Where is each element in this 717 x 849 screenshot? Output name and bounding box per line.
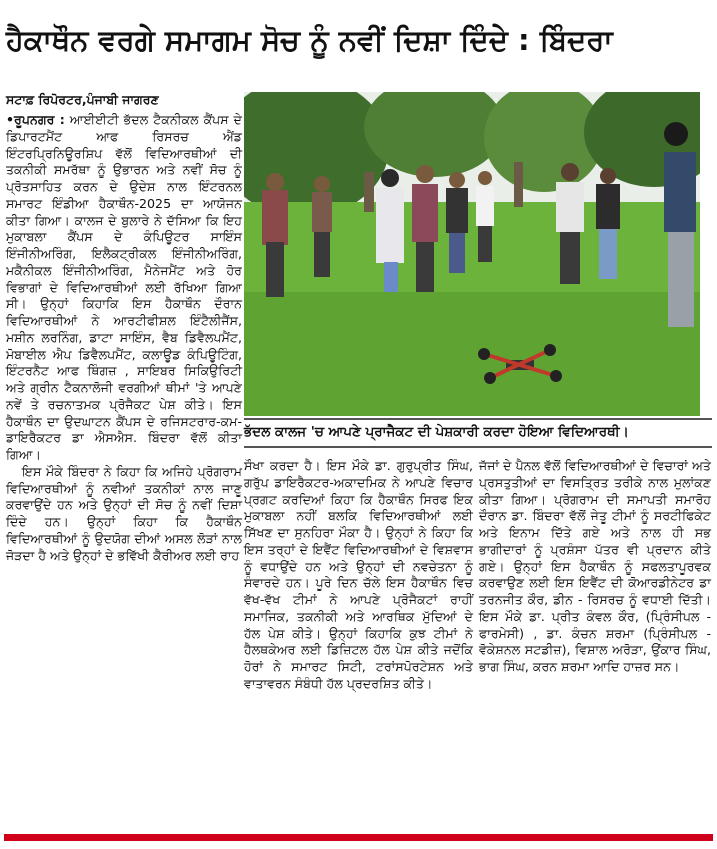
headline: ਹੈਕਾਥੌਨ ਵਰਗੇ ਸਮਾਗਮ ਸੋਚ ਨੂੰ ਨਵੀਂ ਦਿਸ਼ਾ ਦਿੰਦੇ : ਬਿੰਦਰਾ (6, 23, 613, 57)
dateline: •ਰੂਪਨਗਰ : (6, 112, 65, 127)
article-paragraph: ਜੱਜਾਂ ਦੇ ਪੈਨਲ ਵੱਲੋਂ ਵਿਦਿਆਰਥੀਆਂ ਦੇ ਵਿਚਾਰਾਂ ਅਤੇ ਪ੍ਰਸਤੁਤੀਆਂ ਦਾ ਵਿਸਤ੍ਰਿਤ ਤਰੀਕੇ ਨਾਲ ਮੁਲਾਂਕਣ ਕੀਤਾ ਗਿਆ। ਪ੍ਰੋਗਰਾਮ ਦੀ ਸਮਾਪਤੀ ਸਮਾਰੋਹ ਦੌਰਾਨ ਡਾ. ਬਿੰਦਰਾ ਵੱਲੋਂ ਜੇਤੂ ਟੀਮਾਂ ਨੂੰ ਸਰਟੀਫਿਕੇਟ ਅਤੇ ਇਨਾਮ ਦਿੱਤੇ ਗਏ ਅਤੇ ਨਾਲ ਹੀ ਸਭ ਭਾਗੀਦਾਰਾਂ ਨੂੰ ਪ੍ਰਸ਼ੰਸਾ ਪੱਤਰ ਵੀ ਪ੍ਰਦਾਨ ਕੀਤੇ ਗਏ। ਉਨ੍ਹਾਂ ਇਸ ਹੈਕਾਥੌਨ ਨੂੰ ਸਫਲਤਾਪੂਰਵਕ ਕਰਵਾਉਣ ਲਈ ਇਸ ਇਵੈਂਟ ਦੀ ਕੋਆਰਡੀਨੇਟਰ ਡਾ ਤਰਨਜੀਤ ਕੌਰ, ਡੀਨ - ਰਿਸਰਚ ਨੂੰ ਵਧਾਈ ਦਿੱਤੀ। ਇਸ ਮੌਕੇ ਡਾ. ਪ੍ਰੀਤ ਕੰਵਲ ਕੌਰ, (ਪ੍ਰਿੰਸੀਪਲ - ਫਾਰਮੇਸੀ) , ਡਾ. ਕੰਚਨ ਸ਼ਰਮਾ (ਪ੍ਰਿੰਸੀਪਲ - ਵੋਕੇਸ਼ਨਲ ਸਟਡੀਜ਼), ਵਿਸ਼ਾਲ ਅਰੋੜਾ, ਉਂਕਾਰ ਸਿੰਘ, ਭਾਗ ਸਿੰਘ, ਕਰਨ ਸ਼ਰਮਾ ਆਦਿ ਹਾਜ਼ਰ ਸਨ। (479, 458, 711, 674)
article-paragraph: ਸੌਖਾ ਕਰਦਾ ਹੈ। ਇਸ ਮੌਕੇ ਡਾ. ਗੁਰੁਪ੍ਰੀਤ ਸਿੰਘ, ਗਰੁੱਪ ਡਾਇਰੈਕਟਰ-ਅਕਾਦਮਿਕ ਨੇ ਆਪਣੇ ਵਿਚਾਰ ਪ੍ਰਗਟ ਕਰਦਿਆਂ ਕਿਹਾ ਕਿ ਹੈਕਾਥੌਨ ਸਿਰਫ ਇਕ ਮੁਕਾਬਲਾ ਨਹੀਂ ਬਲਕਿ ਵਿਦਿਆਰਥੀਆਂ ਲਈ ਸਿੱਖਣ ਦਾ ਸੁਨਹਿਰਾ ਮੌਕਾ ਹੈ। ਉਨ੍ਹਾਂ ਨੇ ਕਿਹਾ ਕਿ ਇਸ ਤਰ੍ਹਾਂ ਦੇ ਇਵੈਂਟ ਵਿਦਿਆਰਥੀਆਂ ਦੇ ਵਿਸ਼ਵਾਸ ਨੂੰ ਵਧਾਉਂਦੇ ਹਨ ਅਤੇ ਉਨ੍ਹਾਂ ਦੀ ਨਵਚੇਤਨਾ ਨੂੰ ਸੰਵਾਰਦੇ ਹਨ। ਪੂਰੇ ਦਿਨ ਚੱਲੇ ਇਸ ਹੈਕਾਥੌਨ ਵਿਚ ਵੱਖ-ਵੱਖ ਟੀਮਾਂ ਨੇ ਆਪਣੇ ਪ੍ਰੋਜੈਕਟਾਂ ਰਾਹੀਂ ਸਮਾਜਿਕ, ਤਕਨੀਕੀ ਅਤੇ ਆਰਥਿਕ ਮੁੱਦਿਆਂ ਦੇ ਹੱਲ ਪੇਸ਼ ਕੀਤੇ। ਉਨ੍ਹਾਂ ਕਿਹਾਕਿ ਕੁਝ ਟੀਮਾਂ ਨੇ ਹੈਲਥਕੇਅਰ ਲਈ ਡਿਜ਼ਿਟਲ ਹੱਲ ਪੇਸ਼ ਕੀਤੇ ਜਦੋਂਕਿ ਹੋਰਾਂ ਨੇ ਸਮਾਰਟ ਸਿਟੀ, ਟਰਾਂਸਪੋਰਟੇਸ਼ਨ ਅਤੇ ਵਾਤਾਵਰਨ ਸੰਬੰਧੀ ਹੱਲ ਪ੍ਰਦਰਸ਼ਿਤ ਕੀਤੇ। (244, 458, 473, 691)
bottom-red-bar (4, 834, 713, 841)
photo-caption: ਭੱਦਲ ਕਾਲਜ 'ਚ ਆਪਣੇ ਪ੍ਰਾਜੈਕਟ ਦੀ ਪੇਸ਼ਕਾਰੀ ਕਰਦਾ ਹੋਇਆ ਵਿਦਿਆਰਥੀ। (244, 424, 629, 440)
article-column-2 (244, 458, 473, 693)
news-photo (244, 92, 700, 416)
article-column-1 (6, 112, 242, 564)
article-text: ਆਈਈਟੀ ਭੱਦਲ ਟੈਕਨੀਕਲ ਕੈਂਪਸ ਦੇ ਡਿਪਾਰਟਮੈਂਟ ਆਫ ਰਿਸਰਚ ਐਂਡ ਇੰਟਰਪ੍ਰਿਨਿਊਰਸ਼ਿਪ ਵੱਲੋਂ ਵਿਦਿਆਰਥੀਆਂ ਦੀ ਤਕਨੀਕੀ ਸਮਰੱਥਾ ਨੂੰ ਉਭਾਰਨ ਅਤੇ ਨਵੀਂ ਸੋਚ ਨੂੰ ਪ੍ਰੋਤਸਾਹਿਤ ਕਰਨ ਦੇ ਉਦੇਸ਼ ਨਾਲ ਇੰਟਰਨਲ ਸਮਾਰਟ ਇੰਡੀਆ ਹੈਕਾਥੌਨ-2025 ਦਾ ਆਯੋਜਨ ਕੀਤਾ ਗਿਆ। ਕਾਲਜ ਦੇ ਬੁਲਾਰੇ ਨੇ ਦੱਸਿਆ ਕਿ ਇਹ ਮੁਕਾਬਲਾ ਕੈਂਪਸ ਦੇ ਕੰਪਿਊਟਰ ਸਾਇੰਸ ਇੰਜੀਨੀਅਰਿੰਗ, ਇਲੈਕਟ੍ਰੀਕਲ ਇੰਜੀਨੀਅਰਿੰਗ, ਮਕੈਨੀਕਲ ਇੰਜੀਨੀਅਰਿੰਗ, ਮੈਨੇਜਮੈਂਟ ਅਤੇ ਹੋਰ ਵਿਭਾਗਾਂ ਦੇ ਵਿਦਿਆਰਥੀਆਂ ਲਈ ਰੱਖਿਆ ਗਿਆ ਸੀ। ਉਨ੍ਹਾਂ ਕਿਹਾਕਿ ਇਸ ਹੈਕਾਥੌਨ ਦੌਰਾਨ ਵਿਦਿਆਰਥੀਆਂ ਨੇ ਆਰਟੀਫੀਸ਼ਲ ਇੰਟੈਲੀਜੈਂਸ, ਮਸ਼ੀਨ ਲਰਨਿੰਗ, ਡਾਟਾ ਸਾਇੰਸ, ਵੈਬ ਡਿਵੈਲਪਮੈਂਟ, ਮੋਬਾਈਲ ਐਪ ਡਿਵੈਲਪਮੈਂਟ, ਕਲਾਊਡ ਕੰਪਿਊਟਿੰਗ, ਇੰਟਰਨੈਟ ਆਫ ਥਿੰਗਜ਼ , ਸਾਇਬਰ ਸਿਕਿਉਰਿਟੀ ਅਤੇ ਗ੍ਰੀਨ ਟੈਕਨਾਲੋਜੀ ਵਰਗੀਆਂ ਥੀਮਾਂ 'ਤੇ ਆਪਣੇ ਨਵੇਂ ਤੇ ਰਚਨਾਤਮਕ ਪ੍ਰੋਜੈਕਟ ਪੇਸ਼ ਕੀਤੇ। ਇਸ ਹੈਕਾਥੌਨ ਦਾ ਉਦਘਾਟਨ ਕੈਂਪਸ ਦੇ ਰਜਿਸਟਰਾਰ-ਕਮ-ਡਾਇਰੈਕਟਰ ਡਾ ਐਸਐਸ. ਬਿੰਦਰਾ ਵੱਲੋਂ ਕੀਤਾ ਗਿਆ। (6, 112, 242, 462)
article-column-3 (479, 458, 711, 676)
caption-rule-bottom (244, 446, 712, 448)
article-paragraph (6, 112, 242, 464)
byline: ਸਟਾਫ਼ ਰਿਪੋਰਟਰ,ਪੰਜਾਬੀ ਜਾਗਰਣ (6, 92, 159, 107)
article-paragraph: ਇਸ ਮੌਕੇ ਬਿੰਦਰਾ ਨੇ ਕਿਹਾ ਕਿ ਅਜਿਹੇ ਪ੍ਰੋਗਰਾਮ ਵਿਦਿਆਰਥੀਆਂ ਨੂੰ ਨਵੀਆਂ ਤਕਨੀਕਾਂ ਨਾਲ ਜਾਣੂ ਕਰਵਾਉਂਦੇ ਹਨ ਅਤੇ ਉਨ੍ਹਾਂ ਦੀ ਸੋਚ ਨੂੰ ਨਵੀਂ ਦਿਸ਼ਾ ਦਿੰਦੇ ਹਨ। ਉਨ੍ਹਾਂ ਕਿਹਾ ਕਿ ਹੈਕਾਥੌਨ ਵਿਦਿਆਰਥੀਆਂ ਨੂੰ ਉਦਯੋਗ ਦੀਆਂ ਅਸਲ ਲੋੜਾਂ ਨਾਲ ਜੋੜਦਾ ਹੈ ਅਤੇ ਉਨ੍ਹਾਂ ਦੇ ਭਵਿੱਖੀ ਕੈਰੀਅਰ ਲਈ ਰਾਹ (6, 463, 242, 563)
caption-rule-top (244, 418, 712, 420)
